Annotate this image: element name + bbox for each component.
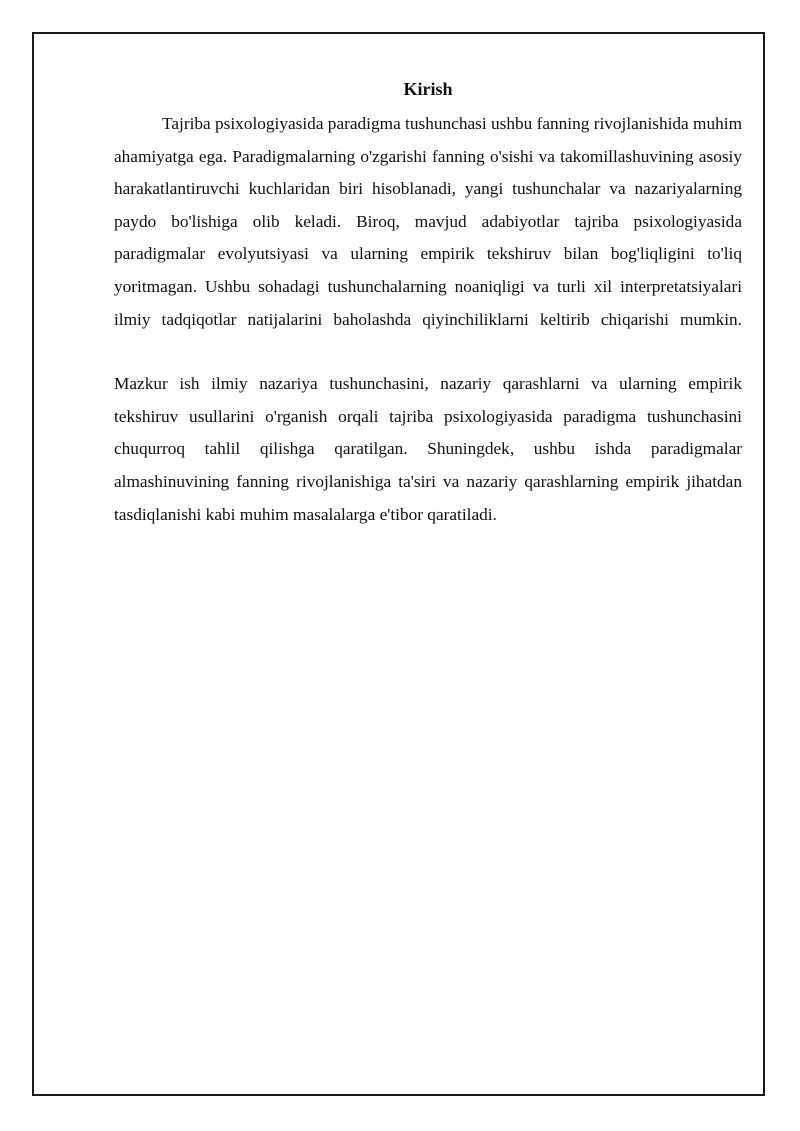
paragraph-intro: Tajriba psixologiyasida paradigma tushunchasi ushbu fanning rivojlanishida muhim ahamiyatga ega. Paradigmalarning o'zgarishi fanning o'sishi va takomillashuvining asosiy harakatlantiruvchi kuchlaridan biri hisoblanadi, yangi tushunchalar va nazariyalarning paydo bo'lishiga olib keladi. Biroq, mavjud adabiyotlar tajriba psixologiyasida paradigmalar evolyutsiyasi va ularning empirik tekshiruv bilan bog'liqligini to'liq yoritmagan. Ushbu sohadagi tushunchalarning noaniqligi va turli xil interpretatsiyalari ilmiy tadqiqotlar natijalarini baholashda qiyinchiliklarni keltirib chiqarishi mumkin. (114, 114, 743, 329)
paragraph-aim: Mazkur ish ilmiy nazariya tushunchasini, nazariy qarashlarni va ularning empirik tekshiruv usullarini o'rganish orqali tajriba psixologiyasida paradigma tushunchasini chuqurroq tahlil qilishga qaratilgan. Shuningdek, ushbu ishda paradigmalar almashinuvining fanning rivojlanishiga ta'siri va nazariy qarashlarning empirik jihatdan tasdiqlanishi kabi muhim masalalarga e'tibor qaratiladi. (114, 374, 742, 524)
document-body (114, 76, 742, 531)
paragraph-spacer (114, 336, 742, 368)
section-title: Kirish (403, 79, 453, 99)
